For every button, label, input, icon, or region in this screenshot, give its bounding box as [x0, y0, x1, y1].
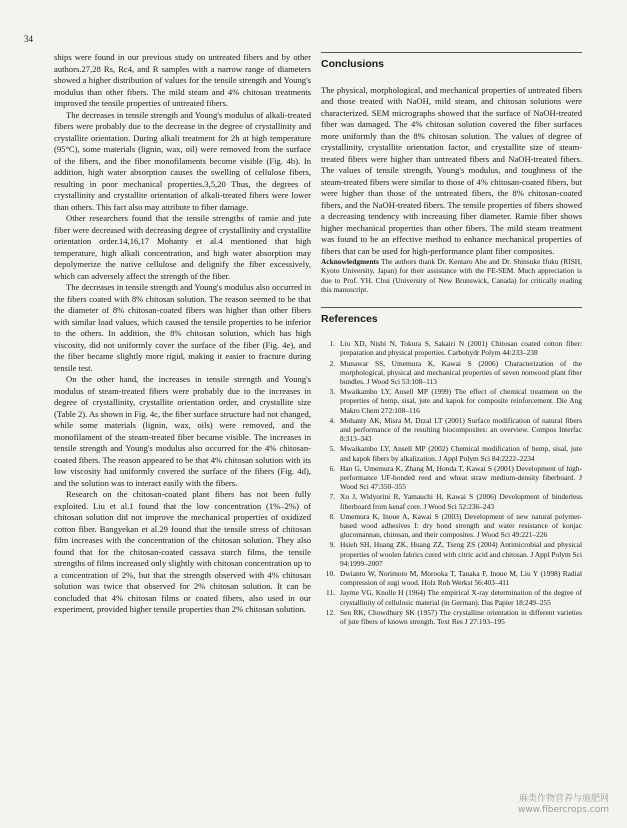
reference-number: 2.: [329, 358, 335, 368]
reference-text: Han G, Umemura K, Zhang M, Honda T, Kawai S (2001) Development of high-performance UF-bonded reed and wheat straw medium-density fiberboard. J Wood Sci 47:350–355: [340, 463, 582, 492]
reference-number: 11.: [326, 588, 335, 598]
paragraph: The decreases in tensile strength and Young's modulus of alkali-treated fibers were probably due to the decrease in the degree of crystallinity and crystallite orientation. During alkali treatment for 2h at high temperature (95°C), some materials (lignin, wax, oil) were removed from the surface of the fibers, and the fiber monofilaments become visible (Fig. 4b). In addition, high water absorption causes the swelling of cellulose fibers, resulting in poor mechanical properties.3,5,20 Thus, the degrees of crystallinity and crystallite orientation of alkali-treated fibers were lower than others. This fact also may attribute to fiber damage.: [54, 109, 311, 212]
reference-number: 8.: [329, 511, 335, 521]
paragraph: Other researchers found that the tensile strengths of ramie and jute fiber were decreased with decreasing degree of crystallinity and crystallite orientation order.14,16,17 Mohanty et al.4 mentioned that high temperature, high alkali concentration, and high water absorption may depolymerize the native cellulose and delignify the fiber excessively, which can adversely affect the strength of the fiber.: [54, 213, 311, 281]
paragraph: Research on the chitosan-coated plant fibers has not been fully exploited. Liu et al.1 found that the low concentration (1%–2%) of chitosan solution did not improve the mechanical properties of oxidized cotton fiber. Bangyekan et al.29 found that the tensile stress of chitosan film increases with the concentration of the chitosan solution. They also found that for the chitosan-coated cassava starch films, the tensile strengths of films increased only slightly with chitosan concentration up to a concentration of 2%, but that the strength observed with 4% chitosan solution was twice that observed for 2% chitosan solution. It can be concluded that 4% chitosan films or coated fibers, also used in our experiment, provided higher tensile properties than 2% chitosan solution.: [54, 489, 311, 614]
reference-number: 7.: [329, 492, 335, 502]
ack-label: Acknowledgments: [321, 257, 379, 266]
reference-text: Mwaikambo LY, Ansell MP (1999) The effect of chemical treatment on the properties of hemp, sisal, jute and kapok for composite reinforcement. Die Ang Makro Chem 272:108–116: [340, 387, 582, 415]
reference-item: [321, 608, 582, 626]
reference-number: 3.: [329, 387, 335, 397]
reference-item: [321, 416, 582, 444]
reference-text: Xu J, Widyorini R, Yamauchi H, Kawai S (2006) Development of binderless fiberboard from kenaf core. J Wood Sci 52:236–243: [340, 492, 582, 511]
conclusions-text: The physical, morphological, and mechanical properties of untreated fibers and those treated with NaOH, mild steam, and chitosan solutions were characterized. SEM micrographs showed that the surface of NaOH-treated fiber was damaged. The 4% chitosan solution covered the fiber surfaces more uniformly than the 8% chitosan solution. The values of degree of crystallinity, crystallite orientation factor, and crystallite size of steam-treated fibers were higher than untreated fibers and NaOH-treated fibers. The values of tensile strength, Young's modulus, and toughness of the steam-treated fibers were similar to those of 4% chitosan-coated fibers, but were higher than those of the untreated fibers, the 8% chitosan-coated fibers, and the NaOH-treated fibers. The tensile properties of fibers showed a decreasing tendency with increasing fiber diameter. Ramie fiber shows higher mechanical properties than other fibers. The mild steam treatment was found to be an effective method to enhance mechanical properties of fibers that can be used for high-performance plant fiber composites.: [321, 84, 582, 256]
reference-text: Liu XD, Nishi N, Tokura S, Sakairi N (2001) Chitosan coated cotton fiber: preparation and physical properties. Carbohydr Polym 44:233–238: [340, 339, 582, 358]
reference-number: 1.: [329, 339, 335, 349]
reference-item: [321, 588, 582, 606]
reference-text: Munawar SS, Umemura K, Kawai S (2006) Characterization of the morphological, physical and mechanical properties of seven nonwood plant fiber bundles. J Wood Sci 53:108–113: [340, 358, 582, 386]
watermark-line-cn: 麻类作物营养与施肥网: [518, 794, 609, 804]
left-column: [54, 52, 311, 616]
paragraph: ships were found in our previous study on untreated fibers and by other authors.27,28 Rs, Rc4, and R samples with a narrow range of diameters showed a higher distribution of values for the tensile strength and Young's modulus than other fibers. The mild steam and 4% chitosan treatments improved the tensile properties of untreated fibers.: [54, 52, 311, 108]
reference-text: Sen RK, Chowdhury SK (1957) The crystalline orientation in different varieties of jute fibers of known strength. Text Res J 27:193–195: [340, 607, 582, 627]
acknowledgments: [321, 257, 582, 295]
reference-number: 10.: [325, 569, 335, 578]
section-rule: [321, 52, 582, 53]
reference-text: Jayme VG, Knolle H (1964) The empirical X-ray determination of the degree of crystallinity of cellulosic material (in German). Das Papier 18:249–255: [340, 588, 582, 607]
reference-number: 12.: [325, 607, 335, 617]
ack-text: The authors thank Dr. Kentaro Abe and Dr. Shinsuke Ifuku (RISH, Kyoto University, Japan) for their assistance with the FE-SEM. Much appreciation is due to Prof. YH. Chui (University of New Brunswick, Canada) for critically reading this manuscript.: [321, 257, 582, 295]
reference-item: [321, 444, 582, 462]
reference-number: 9.: [329, 540, 335, 550]
reference-text: Mwaikambo LY, Ansell MP (2002) Chemical modification of hemp, sisal, jute and kapok fibers by alkalization. J Appl Polym Sci 84:2222–2234: [340, 444, 582, 463]
reference-number: 6.: [329, 463, 335, 473]
conclusions-heading: Conclusions: [321, 58, 385, 70]
reference-item: [321, 492, 582, 510]
references-heading: References: [321, 312, 378, 325]
paragraph: On the other hand, the increases in tensile strength and Young's modulus of steam-treated fibers were probably due to the increases in degree of crystallinity, crystallite orientation order, and crystallite size (Table 2). As shown in Fig. 4c, the fiber surface structure had not changed, while some materials (lignin, wax, oils) were removed, and the monofilament of the steam-treated fiber became visible. The increases in tensile strength and Young's modulus also occurred for the 4% chitosan-coated fibers. The reason appeared to be that 4% chitosan solution with its low viscosity had uniformly covered the surface of the fibers (Fig. 4d), and the solution was to interact easily with the fibers.: [54, 374, 311, 488]
reference-text: Dwianto W, Norimoto M, Morooka T, Tanaka F, Inoue M, Liu Y (1998) Radial compression of sugi wood. Holz Roh Werkst 56:403–411: [340, 569, 582, 588]
reference-list: [321, 339, 582, 626]
section-rule: [321, 307, 582, 308]
reference-text: Hsieh SH, Huang ZK, Huang ZZ, Tseng ZS (2004) Antimicrobial and physical properties of woolen fabrics cured with citric acid and chitosan. J Appl Polym Sci 94:1999–2007: [340, 540, 582, 568]
right-column: [321, 52, 582, 627]
reference-item: [321, 569, 582, 587]
reference-item: [321, 339, 582, 357]
reference-item: [321, 512, 582, 540]
reference-text: Mohanty AK, Misra M, Drzal LT (2001) Surface modification of natural fibers and performance of the resulting biocomposites: an overview. Compos Interfac 8:313–343: [340, 415, 582, 444]
watermark-line-url: www.fibercrops.com: [518, 805, 609, 815]
reference-item: [321, 359, 582, 387]
reference-item: [321, 464, 582, 492]
watermark: [518, 794, 609, 816]
reference-text: Umemura K, Inoue A, Kawai S (2003) Development of new natural polymer-based wood adhesives I: dry bond strength and water resistance of konjac glucomannan, chitosan, and their composites. J Wood Sci 49:221–226: [340, 511, 582, 540]
page-number: 34: [24, 34, 33, 44]
paragraph: The decreases in tensile strength and Young's modulus also occurred in the fibers coated with 8% chitosan solution. The reason seemed to be that the diameter of 8% chitosan-coated fibers was higher than other fibers with similar load values, which caused the tensile properties to be inferior to the others. In addition, the 8% chitosan solution, which has high viscosity, did not uniformly cover the surface of the fiber (Fig. 4e), and the fiber became slightly more rigid, making it easier to fracture during tensile test.: [54, 282, 311, 373]
reference-item: [321, 387, 582, 415]
reference-number: 4.: [329, 415, 335, 425]
reference-number: 5.: [329, 444, 335, 454]
reference-item: [321, 540, 582, 568]
